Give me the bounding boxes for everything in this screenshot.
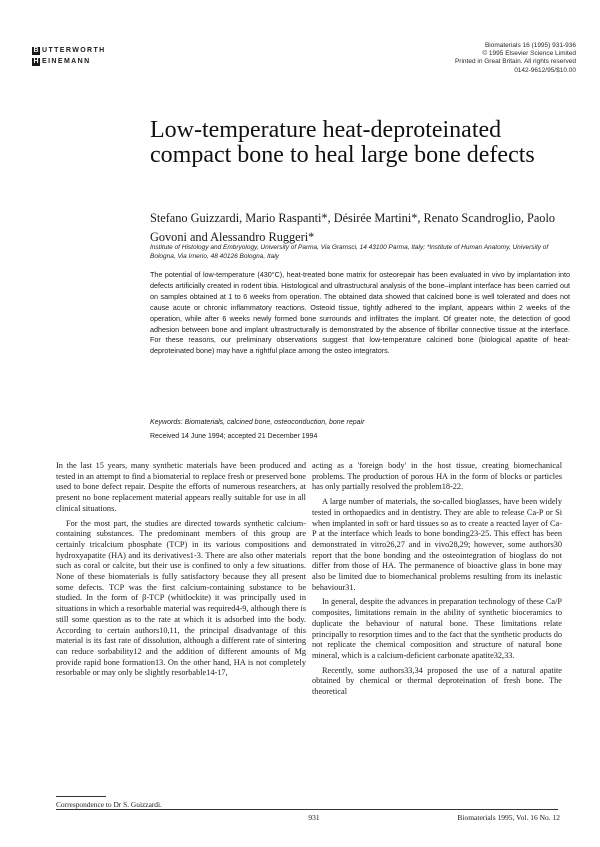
citation-line: Printed in Great Britain. All rights reserved bbox=[454, 58, 576, 66]
correspondence-footnote: Correspondence to Dr S. Guizzardi. bbox=[56, 800, 162, 809]
body-paragraph: In general, despite the advances in preparation technology of these Ca/P composites, limitations remain in the ability of synthetic bioceramics to duplicate the behaviour of natural bone. These limitations relate principally to resorption times and to the fact that the synthetic products do not replicate the chemical composition and structure of natural bone mineral, which is a calcium-deficient carbonate apatite32,33. bbox=[312, 597, 562, 660]
publisher-logo bbox=[32, 46, 142, 68]
logo-row-bottom bbox=[32, 57, 142, 67]
citation-line: © 1995 Elsevier Science Limited bbox=[482, 50, 576, 58]
body-paragraph: acting as a 'foreign body' in the host tissue, creating biomechanical problems. The production of porous HA in the form of blocks or particles has only partially resolved the problem18-22. bbox=[312, 461, 562, 492]
body-paragraph: Recently, some authors33,34 proposed the use of a natural apatite obtained by chemical or thermal deproteination of fresh bone. The theoretical bbox=[312, 665, 562, 697]
paper-title: Low-temperature heat-deproteinated compact bone to heal large bone defects bbox=[150, 117, 535, 168]
keywords bbox=[150, 419, 570, 426]
abstract: The potential of low-temperature (430°C), heat-treated bone matrix for osteorepair has been evaluated in vivo by implantation into defects artificially created in rodent tibia. Histological and ultrastructural analysis of the bone–implant interface has been carried out on samples obtained at 1 to 6 weeks from operation. The obtained data showed that calcined bone is well tolerated and does not cause acute or chronic inflammatory reactions. Osteoid tissue, tightly adhered to the implant, appears within 2 weeks of the operation, while after 6 weeks newly formed bone surrounds and infiltrates the implant. Of greater note, the detection of good adhesion between bone and implant ultrastructurally is demonstrated by the absence of fibrillar connective tissue at the interface. For these reasons, our preliminary observations suggest that low-temperature calcined bone (biological apatite of heat-deproteinated bone) may have a rightful place among the osteo integrators. bbox=[150, 270, 570, 356]
logo-word-top: UTTERWORTH bbox=[42, 47, 106, 54]
journal-reference: Biomaterials 1995, Vol. 16 No. 12 bbox=[457, 813, 560, 822]
author-list: Stefano Guizzardi, Mario Raspanti*, Désirée Martini*, Renato Scandroglio, Paolo Govoni and Alessandro Ruggeri* bbox=[150, 211, 556, 244]
footer-rule bbox=[56, 809, 558, 810]
logo-letter-b: B bbox=[33, 47, 39, 54]
page-number: 931 bbox=[308, 813, 320, 822]
body-left-column bbox=[56, 461, 306, 683]
citation-block bbox=[380, 42, 576, 75]
body-paragraph: A large number of materials, the so-called bioglasses, have been widely tested in orthopaedics and in dentistry. They are able to release Ca-P or Si when implanted in soft or hard tissues so as to create a reacted layer of Ca-P at the interface which leads to bone bonding23-25. This effect has been demonstrated in vitro26,27 and in vivo28,29; however, some authors30 report that the bone bonding and the osteointegration of bioglass do not differ from those of HA. The permanence of bioactive glass in bone may also be limited due to biomechanical problems resulting from its inelastic behaviour31. bbox=[312, 497, 562, 592]
body-paragraph: For the most part, the studies are directed towards synthetic calcium-containing substances. The predominant members of this group are certainly tricalcium phosphate (TCP) in its various compositions and hydroxyapatite (HA) and its derivatives1-3. There are also other materials such as coral or calcite, but their use is confined to only a few situations. None of these biomaterials is fully satisfactory because they all present some defects. TCP was the first calcium-containing substance to be studied. In the form of β-TCP (whitlockite) it was principally used in situations in which a resorbable material was required4-9, although there is still some question as to the rate at which it is adsorbed into the body. According to certain authors10,11, the principal disadvantage of this material is its fast rate of dissolution, although a different rate of sintering can reduce sorbability12 and the addition of different amounts of Mg provide rapid bone formation13. On the other hand, HA is not completely resorbable or may only be slightly resorbable14-17, bbox=[56, 518, 306, 678]
keywords-text: Biomaterials, calcined bone, osteoconduction, bone repair bbox=[184, 419, 365, 426]
body-right-column bbox=[312, 461, 562, 702]
citation-line: Biomaterials 16 (1995) 931-936 bbox=[484, 42, 576, 49]
logo-row-top bbox=[32, 46, 142, 56]
citation-line: 0142-9612/95/$10.00 bbox=[514, 66, 576, 74]
logo-word-bottom: EINEMANN bbox=[42, 58, 91, 65]
body-paragraph: In the last 15 years, many synthetic materials have been produced and tested in an attempt to find a biomaterial to replace fresh or preserved bone used to bone defect repair. Despite the efforts of numerous researchers, at present no bone replacement material appears really suitable for use in all clinical situations. bbox=[56, 461, 306, 513]
keywords-label: Keywords: bbox=[150, 419, 183, 426]
received-dates: Received 14 June 1994; accepted 21 December 1994 bbox=[150, 433, 318, 440]
footnote-rule bbox=[56, 796, 106, 797]
affiliation: Institute of Histology and Embryology, University of Parma, Via Gramsci, 14 43100 Parma, Italy; *Institute of Human Anatomy, University of Bologna, Via Irnerio, 48 40126 Bologna, Italy bbox=[150, 244, 549, 260]
logo-letter-h: H bbox=[33, 58, 39, 65]
